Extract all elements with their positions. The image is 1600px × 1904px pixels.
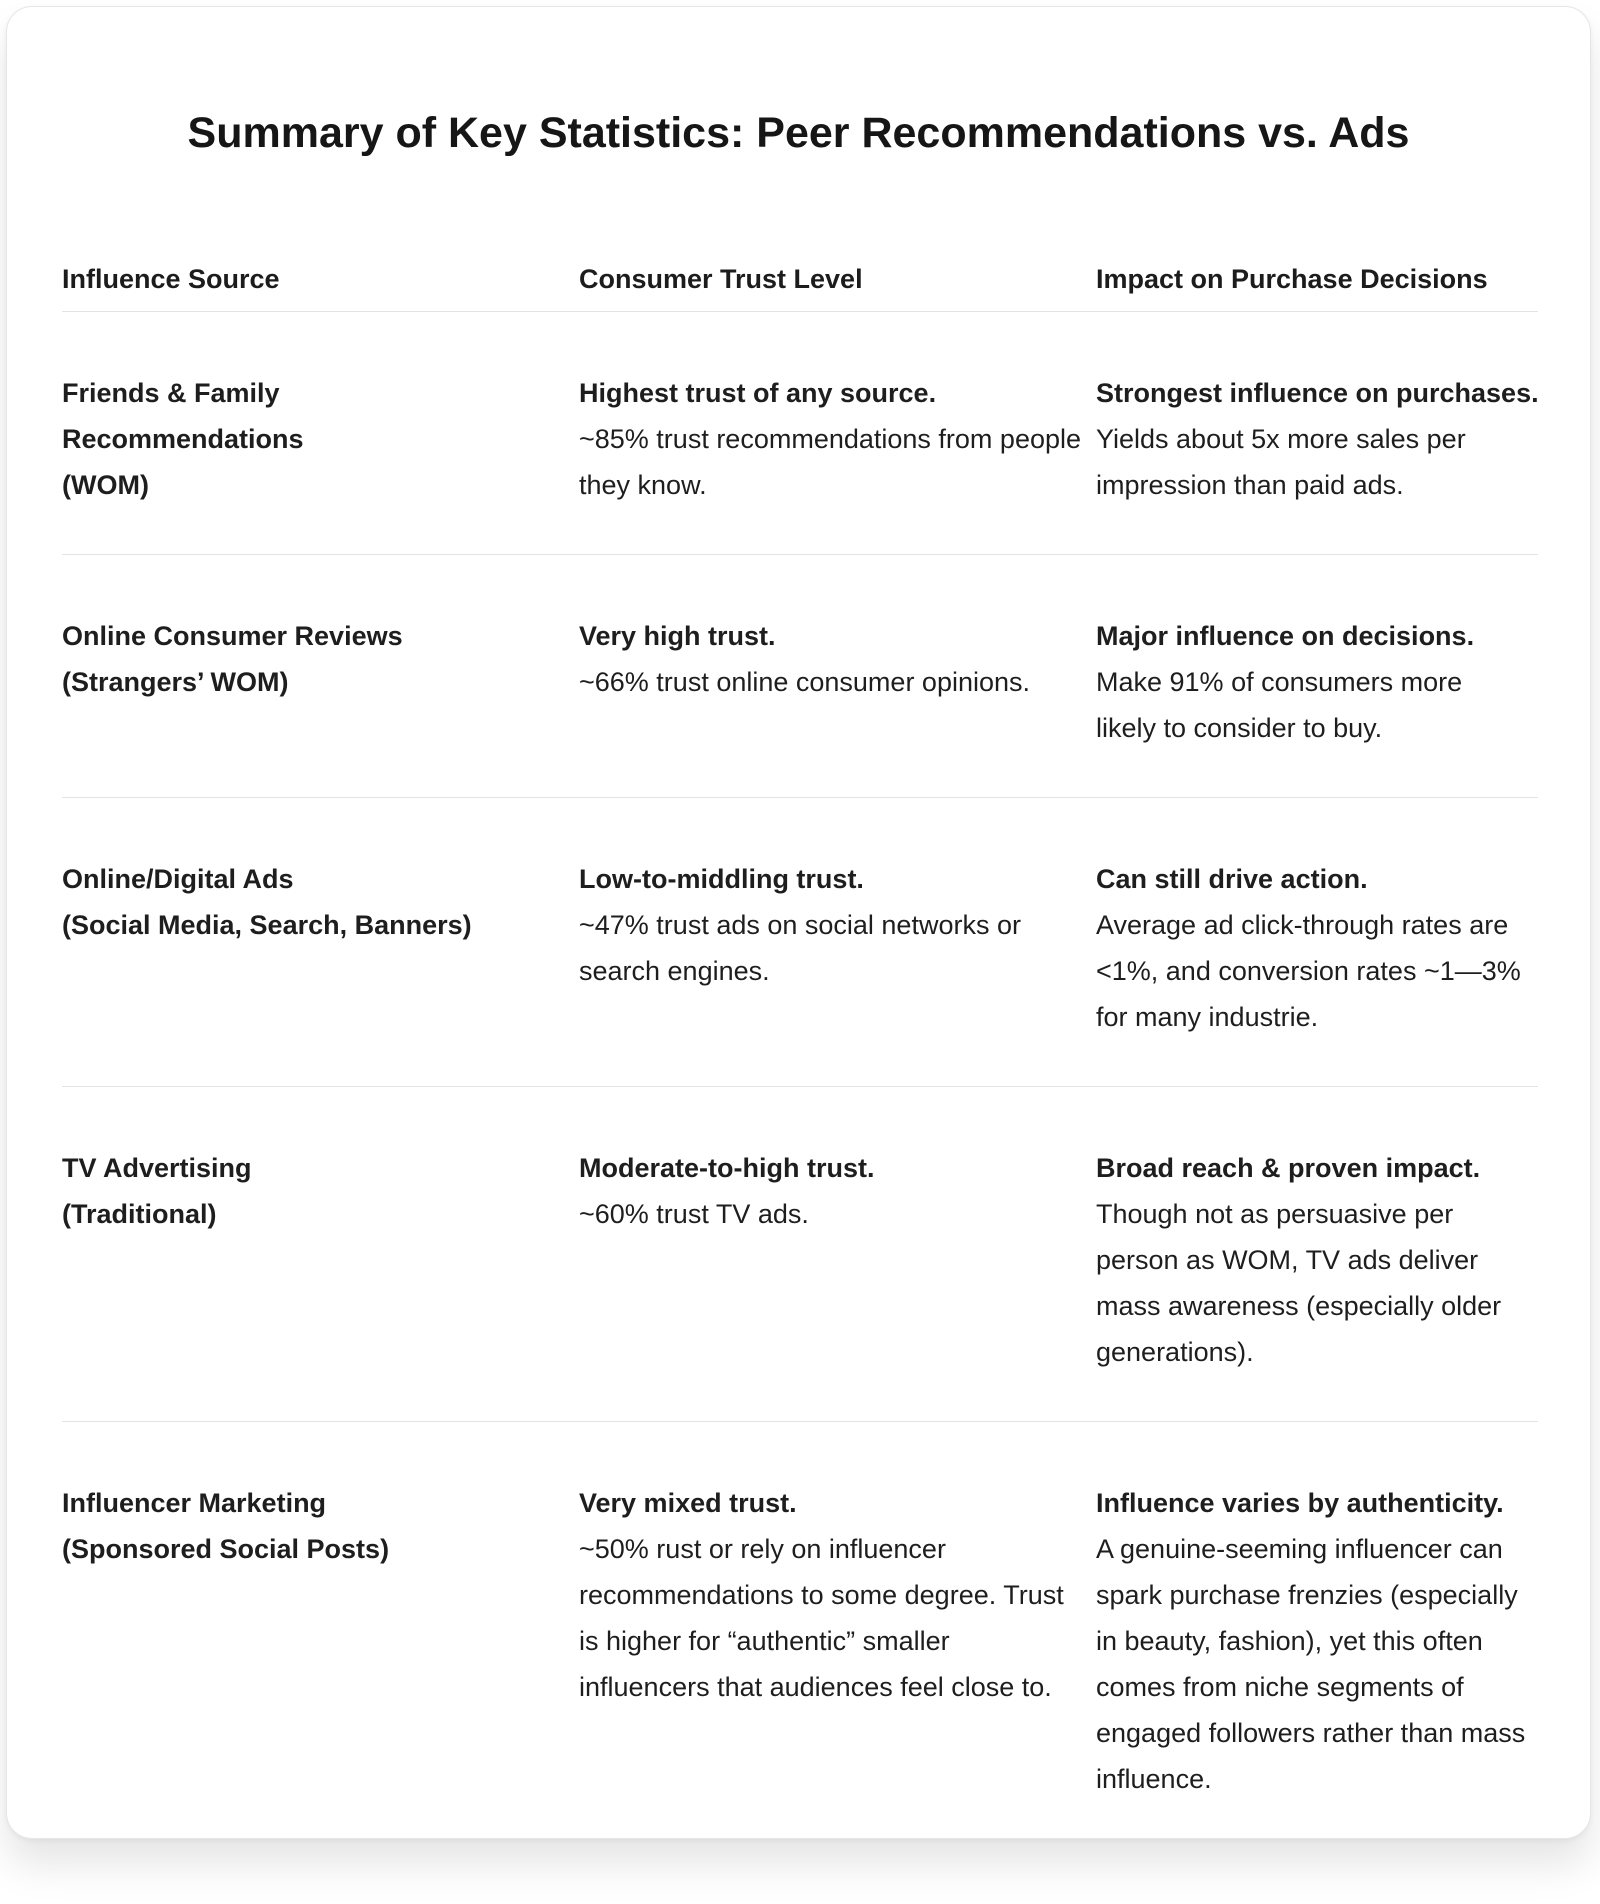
table-row — [62, 1422, 1538, 1848]
source-line: Influencer Marketing — [62, 1488, 327, 1518]
trust-lead: Low-to-middling trust. — [579, 864, 864, 894]
trust-detail: ~66% trust online consumer opinions. — [579, 667, 1031, 697]
source-line: (Sponsored Social Posts) — [62, 1534, 390, 1564]
statistics-table — [62, 235, 1538, 1848]
source-line: Recommendations — [62, 424, 304, 454]
impact-detail: Make 91% of consumers more likely to consider to buy. — [1096, 667, 1463, 743]
impact-lead: Broad reach & proven impact. — [1096, 1153, 1481, 1183]
impact-lead: Can still drive action. — [1096, 864, 1368, 894]
source-line: (WOM) — [62, 470, 149, 500]
impact-lead: Strongest influence on purchases. — [1096, 378, 1539, 408]
table-header — [62, 235, 1538, 312]
trust-level-cell — [579, 370, 1096, 508]
trust-detail: ~60% trust TV ads. — [579, 1199, 809, 1229]
impact-detail: Average ad click-through rates are <1%, and conversion rates ~1—3% for many industrie. — [1096, 910, 1521, 1032]
source-line: Online/Digital Ads — [62, 864, 294, 894]
page-title: Summary of Key Statistics: Peer Recommendations vs. Ads — [187, 109, 1410, 157]
impact-detail: Yields about 5x more sales per impression than paid ads. — [1096, 424, 1466, 500]
impact-cell — [1096, 1145, 1538, 1375]
trust-detail: ~85% trust recommendations from people they know. — [579, 424, 1082, 500]
impact-lead: Influence varies by authenticity. — [1096, 1488, 1504, 1518]
source-line: Online Consumer Reviews — [62, 621, 403, 651]
source-line: (Strangers’ WOM) — [62, 667, 289, 697]
header-influence-source: Influence Source — [62, 264, 280, 294]
influence-source-cell — [62, 1480, 579, 1802]
impact-cell — [1096, 613, 1538, 751]
impact-detail: Though not as persuasive per person as WOM, TV ads deliver mass awareness (especially older generations). — [1096, 1199, 1502, 1367]
influence-source-cell — [62, 370, 579, 508]
summary-card — [6, 6, 1591, 1839]
source-line: Friends & Family — [62, 378, 280, 408]
impact-cell — [1096, 370, 1538, 508]
impact-detail: A genuine-seeming influencer can spark purchase frenzies (especially in beauty, fashion), yet this often comes from niche segments of engaged followers rather than mass influence. — [1096, 1534, 1526, 1794]
impact-lead: Major influence on decisions. — [1096, 621, 1475, 651]
table-row — [62, 312, 1538, 555]
table-row — [62, 1087, 1538, 1422]
impact-cell — [1096, 856, 1538, 1040]
trust-lead: Very high trust. — [579, 621, 776, 651]
trust-lead: Highest trust of any source. — [579, 378, 937, 408]
source-line: (Social Media, Search, Banners) — [62, 910, 472, 940]
trust-lead: Moderate-to-high trust. — [579, 1153, 875, 1183]
trust-level-cell — [579, 1480, 1096, 1802]
influence-source-cell — [62, 856, 579, 1040]
influence-source-cell — [62, 1145, 579, 1375]
table-row — [62, 555, 1538, 798]
trust-detail: ~47% trust ads on social networks or search engines. — [579, 910, 1021, 986]
trust-detail: ~50% rust or rely on influencer recommendations to some degree. Trust is higher for “authentic” smaller influencers that audiences feel close to. — [579, 1534, 1064, 1702]
header-impact-on-purchase: Impact on Purchase Decisions — [1096, 264, 1488, 294]
header-consumer-trust-level: Consumer Trust Level — [579, 264, 863, 294]
source-line: (Traditional) — [62, 1199, 217, 1229]
trust-level-cell — [579, 1145, 1096, 1375]
impact-cell — [1096, 1480, 1538, 1802]
trust-level-cell — [579, 856, 1096, 1040]
influence-source-cell — [62, 613, 579, 751]
table-row — [62, 798, 1538, 1087]
trust-lead: Very mixed trust. — [579, 1488, 797, 1518]
trust-level-cell — [579, 613, 1096, 751]
source-line: TV Advertising — [62, 1153, 252, 1183]
